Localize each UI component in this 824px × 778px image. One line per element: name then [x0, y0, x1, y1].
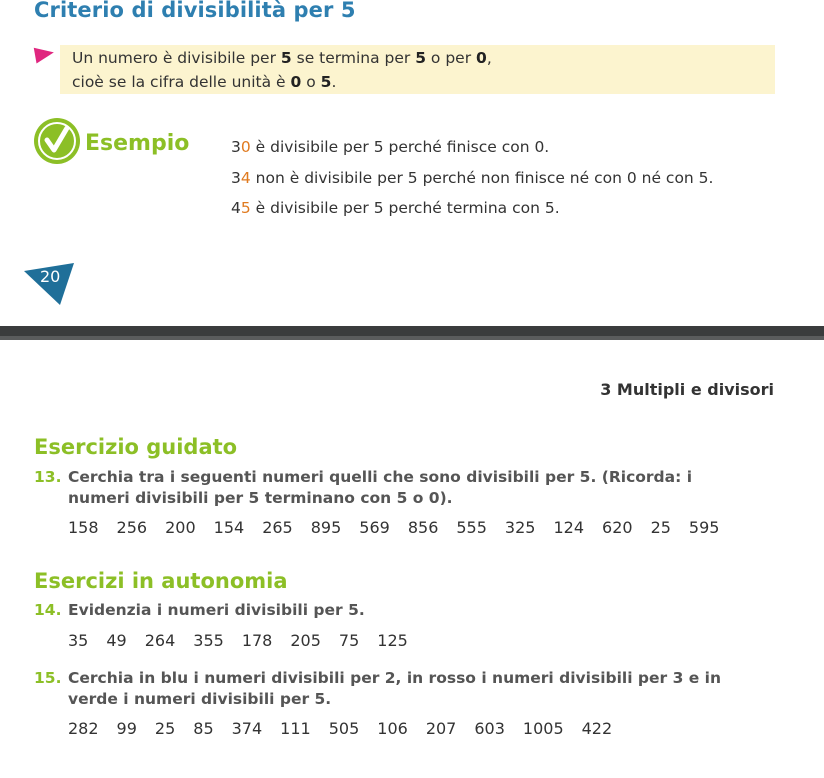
rule-bold: 5 [320, 73, 332, 91]
rule-bold: 0 [476, 49, 487, 67]
number-item[interactable]: 99 [116, 719, 137, 738]
number-item[interactable]: 106 [377, 719, 408, 738]
number-item[interactable]: 178 [241, 631, 273, 650]
example-digit: 3 [231, 169, 241, 187]
exercise-text: numeri divisibili per 5 terminano con 5 o 0). [68, 489, 453, 507]
number-item[interactable]: 422 [581, 719, 613, 738]
example-digit: 4 [231, 199, 241, 217]
section-title-guided: Esercizio guidato [34, 435, 238, 459]
top-page [0, 0, 824, 326]
number-item[interactable]: 603 [474, 719, 505, 738]
example-unit-digit: 5 [240, 199, 251, 217]
section-title-autonomy: Esercizi in autonomia [34, 569, 288, 593]
number-item[interactable]: 569 [359, 518, 390, 537]
number-item[interactable]: 325 [504, 518, 536, 537]
example-text: è divisibile per 5 perché termina con 5. [250, 199, 560, 217]
exercise-text: Evidenzia i numeri divisibili per 5. [68, 601, 365, 619]
number-item[interactable]: 282 [68, 719, 99, 738]
number-item[interactable]: 124 [553, 518, 585, 537]
number-item[interactable]: 207 [425, 719, 457, 738]
page-number: 20 [40, 267, 61, 286]
exercise-text: Cerchia tra i seguenti numeri quelli che sono divisibili per 5. (Ricorda: i [68, 468, 693, 486]
number-item[interactable]: 265 [262, 518, 293, 537]
exercise-number: 15. [34, 669, 62, 687]
rule-bold: 5 [415, 49, 426, 67]
number-item[interactable]: 154 [213, 518, 245, 537]
rule-text: . [331, 73, 337, 91]
rule-text: cioè se la cifra delle unità è [72, 73, 291, 91]
chapter-header: 3 Multipli e divisori [600, 380, 774, 399]
exercise-text: verde i numeri divisibili per 5. [68, 690, 332, 708]
number-item[interactable]: 620 [602, 518, 633, 537]
number-item[interactable]: 264 [144, 631, 176, 650]
example-line [231, 199, 560, 217]
number-item[interactable]: 49 [106, 631, 127, 650]
rule-line-2 [72, 73, 336, 91]
exercise-number: 13. [34, 468, 62, 486]
example-digit: 3 [231, 138, 241, 156]
exercise-number: 14. [34, 601, 62, 619]
example-unit-digit: 0 [240, 138, 251, 156]
example-label: Esempio [85, 131, 190, 156]
number-item[interactable]: 595 [688, 518, 720, 537]
triangle-arrow-icon [34, 44, 55, 63]
rule-text: o per [426, 49, 477, 67]
number-item[interactable]: 125 [377, 631, 408, 650]
number-item[interactable]: 1005 [522, 719, 564, 738]
page-title: Criterio di divisibilità per 5 [34, 0, 356, 22]
rule-text: , [486, 49, 492, 67]
rule-box [60, 45, 775, 94]
number-item[interactable]: 555 [456, 518, 487, 537]
number-item[interactable]: 35 [68, 631, 89, 650]
number-list [68, 719, 630, 738]
example-line [231, 169, 713, 187]
number-item[interactable]: 111 [280, 719, 311, 738]
number-item[interactable]: 25 [154, 719, 176, 738]
rule-bold: 5 [280, 49, 292, 67]
example-unit-digit: 4 [240, 169, 251, 187]
number-item[interactable]: 75 [338, 631, 360, 650]
rule-text: o [301, 73, 321, 91]
example-text: è divisibile per 5 perché finisce con 0. [250, 138, 550, 156]
number-item[interactable]: 374 [231, 719, 263, 738]
number-item[interactable]: 205 [290, 631, 321, 650]
number-item[interactable]: 158 [68, 518, 99, 537]
number-item[interactable]: 895 [310, 518, 342, 537]
example-text: non è divisibile per 5 perché non finisce né con 0 né con 5. [250, 169, 714, 187]
number-list [68, 518, 737, 537]
rule-text: se termina per [291, 49, 416, 67]
exercise-text: Cerchia in blu i numeri divisibili per 2, in rosso i numeri divisibili per 3 e in [68, 669, 722, 687]
number-list [68, 631, 426, 650]
checkmark-icon [34, 118, 80, 164]
page-divider-edge [0, 336, 824, 340]
number-item[interactable]: 505 [328, 719, 360, 738]
number-item[interactable]: 856 [407, 518, 439, 537]
rule-line-1 [72, 49, 492, 67]
example-line [231, 138, 549, 156]
number-item[interactable]: 25 [650, 518, 671, 537]
number-item[interactable]: 355 [193, 631, 224, 650]
rule-bold: 0 [290, 73, 302, 91]
number-item[interactable]: 200 [165, 518, 196, 537]
rule-text: Un numero è divisibile per [72, 49, 281, 67]
number-item[interactable]: 85 [193, 719, 214, 738]
number-item[interactable]: 256 [116, 518, 148, 537]
